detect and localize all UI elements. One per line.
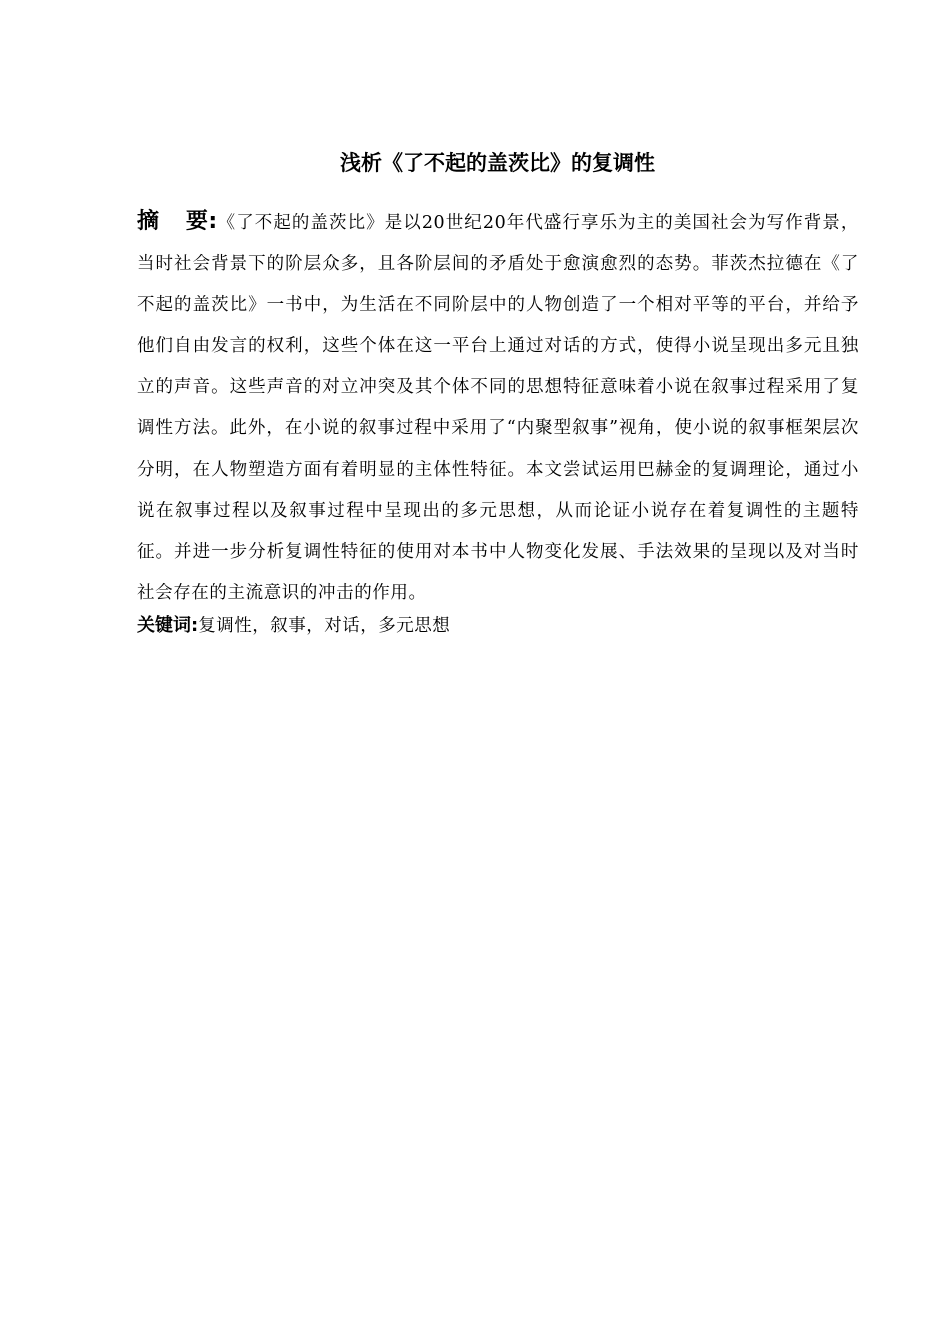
- abstract-paragraph: [137, 201, 859, 614]
- keywords-line: [137, 610, 450, 641]
- document-title: 浅析《了不起的盖茨比》的复调性: [340, 151, 655, 175]
- abstract-label: [137, 209, 217, 234]
- abstract-label-second: 要: [185, 209, 209, 234]
- keywords-label: 关键词:: [137, 615, 199, 636]
- keywords-text: 复调性，叙事，对话，多元思想: [198, 616, 451, 636]
- abstract-label-first: 摘: [137, 209, 160, 234]
- abstract-label-separator: :: [208, 209, 218, 234]
- abstract-text: 《了不起的盖茨比》是以20世纪20年代盛行享乐为主的美国社会为写作背景，当时社会背景下的阶层众多，且各阶层间的矛盾处于愈演愈烈的态势。菲茨杰拉德在《了不起的盖茨比》一书中，为生活在不同阶层中的人物创造了一个相对平等的平台，并给予他们自由发言的权利，这些个体在这一平台上通过对话的方式，使得小说呈现出多元且独立的声音。这些声音的对立冲突及其个体不同的思想特征意味着小说在叙事过程采用了复调性方法。此外，在小说的叙事过程中采用了“内聚型叙事”视角，使小说的叙事框架层次分明，在人物塑造方面有着明显的主体性特征。本文尝试运用巴赫金的复调理论，通过小说在叙事过程以及叙事过程中呈现出的多元思想，从而论证小说存在着复调性的主题特征。并进一步分析复调性特征的使用对本书中人物变化发展、手法效果的呈现以及对当时社会存在的主流意识的冲击的作用。: [137, 213, 859, 603]
